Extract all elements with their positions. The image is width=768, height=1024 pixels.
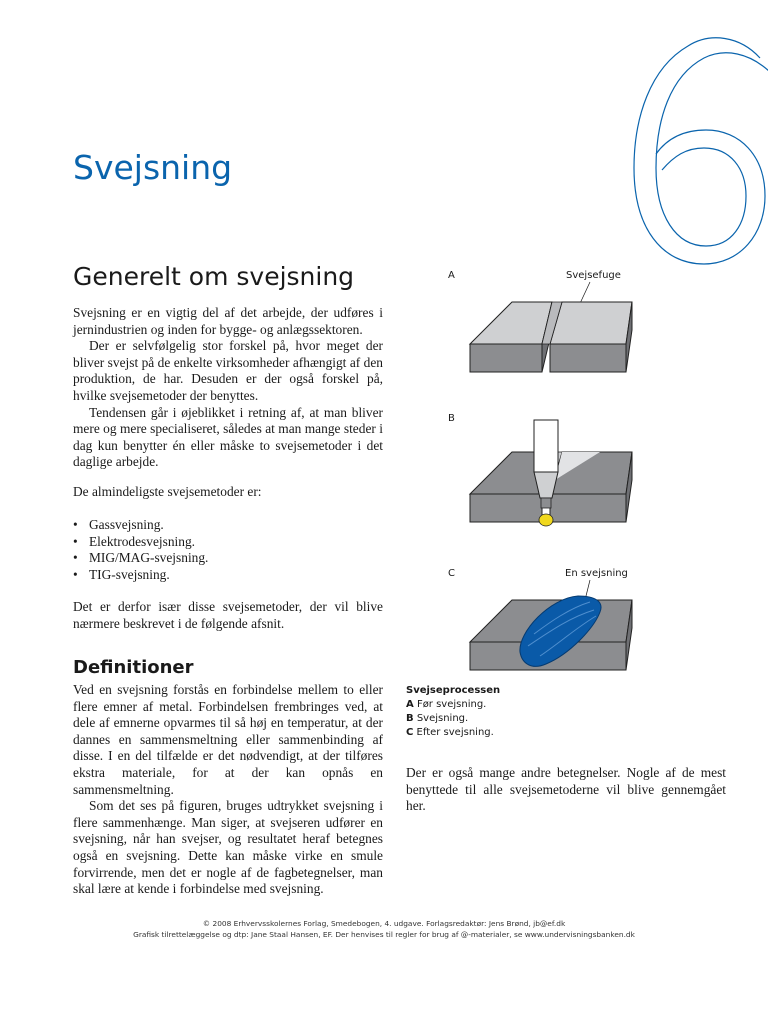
caption-title: Svejseprocessen: [406, 685, 501, 696]
list-item: • Gassvejsning.: [73, 517, 208, 534]
list-item: • TIG-svejsning.: [73, 567, 208, 584]
right-column-text: [406, 765, 726, 815]
list-item: • Elektrodesvejsning.: [73, 534, 208, 551]
definitions-title: Definitioner: [73, 657, 194, 678]
intro-paragraph-3: Tendensen går i øjeblikket i retning af, at man bliver mere og mere specialiseret, således at man mange steder i dag kun benytter én eller måske to svejsemetoder i det daglige arbejde.: [73, 404, 383, 470]
footer-line-1: © 2008 Erhvervsskolernes Forlag, Smedebogen, 4. udgave. Forlagsredaktør: Jens Brønd, jb@ef.dk: [202, 919, 566, 928]
right-paragraph: Der er også mange andre betegnelser. Nogle af de mest benyttede til alle svejsemetoderne vil blive gennemgået her.: [406, 765, 726, 814]
caption-key: C: [406, 727, 414, 738]
chapter-title: Svejsning: [73, 148, 233, 187]
intro-text: [73, 305, 383, 471]
chapter-number-outline: [600, 28, 768, 268]
section-title: Generelt om svejsning: [73, 262, 355, 291]
panel-c-letter: C: [448, 568, 455, 579]
methods-list: [73, 517, 208, 583]
caption-item: [406, 726, 500, 740]
definitions-text: [73, 682, 383, 898]
caption-key: B: [406, 713, 414, 724]
footer-line-2: Grafisk tilrettelæggelse og dtp: Jane Staal Hansen, EF. Der henvises til regler for brug af @-materialer, se www.undervisningsbanken.dk: [133, 930, 635, 939]
conclusion-paragraph: Det er derfor især disse svejsemetoder, der vil blive nærmere beskrevet i de følgende afsnit.: [73, 599, 383, 631]
definitions-paragraph-1: Ved en svejsning forstås en forbindelse mellem to eller flere emner af metal. Forbindelsen frembringes ved, at dele af emnerne opvarmes til så høj en temperatur, at der dannes en sammensmeltning eller sammenbinding af disse. I en del tilfælde er det nødvendigt, at der tilføres ekstra materiale, for at der kan opnås en sammensmeltning.: [73, 682, 383, 797]
caption-item: [406, 712, 500, 726]
footer: [84, 918, 684, 940]
caption-key: A: [406, 699, 414, 710]
intro-paragraph-1: Svejsning er en vigtig del af det arbejde, der udføres i jernindustrien og inden for bygge- og anlægssektoren.: [73, 305, 383, 337]
intro-paragraph-2: Der er selvfølgelig stor forskel på, hvor meget der bliver svejst på de enkelte virksomheder afhængigt af den produktion, de har. Desuden er der også forskel på, hvilke svejsemetoder der benyttes.: [73, 338, 383, 403]
caption-text: Svejsning.: [416, 713, 469, 724]
panel-c-label: En svejsning: [565, 568, 628, 579]
panel-a-label: Svejsefuge: [566, 270, 621, 281]
methods-intro: De almindeligste svejsemetoder er:: [73, 484, 262, 499]
welding-process-figure: [400, 262, 700, 682]
panel-a-plates: [470, 302, 632, 372]
caption-text: Efter svejsning.: [416, 727, 494, 738]
definitions-paragraph-2: Som det ses på figuren, bruges udtrykket svejsning i flere sammenhænge. Man siger, at svejseren udfører en svejsning, når han svejser, og resultatet heraf betegnes også en svejsning. Dette kan måske virke en smule forvirrende, men det er nogle af de fagbetegnelser, man skal lære at kende i forbindelse med svejsning.: [73, 798, 383, 897]
conclusion-text: [73, 599, 383, 632]
figure-caption: [406, 684, 500, 740]
caption-text: Før svejsning.: [416, 699, 487, 710]
caption-item: [406, 698, 500, 712]
panel-b-letter: B: [448, 413, 455, 424]
panel-a-letter: A: [448, 270, 455, 281]
list-item: • MIG/MAG-svejsning.: [73, 550, 208, 567]
